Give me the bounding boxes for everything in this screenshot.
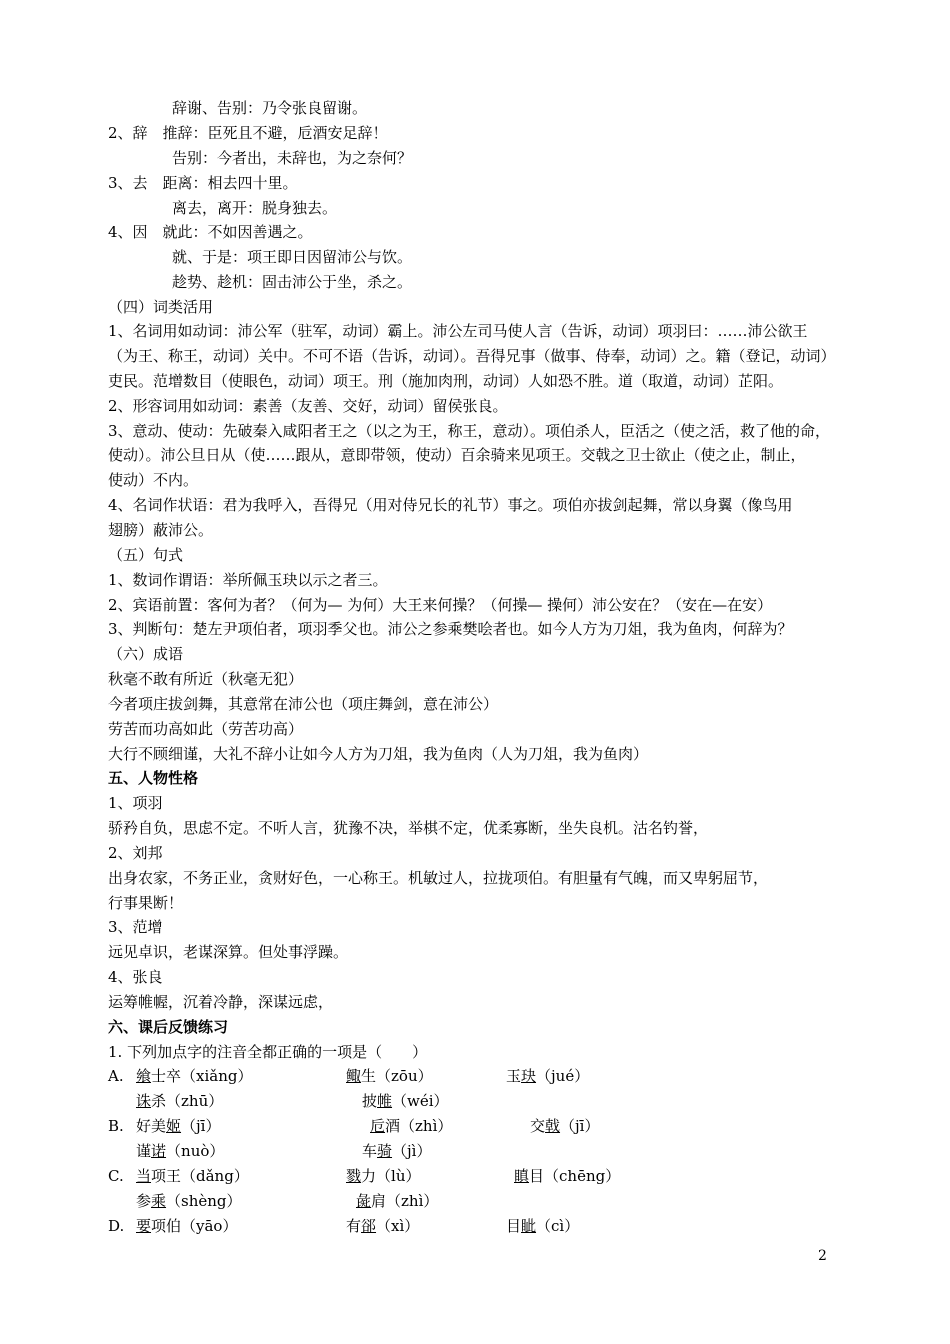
dotted-char: 瞋 — [514, 1167, 530, 1185]
option-item — [370, 1116, 452, 1136]
text-line: 告别：今者出，未辞也，为之奈何？ — [172, 149, 413, 167]
option-text: 肩（zhì） — [371, 1192, 439, 1210]
option-text: （jì） — [392, 1142, 432, 1160]
option-text: 项王（dǎng） — [151, 1167, 249, 1185]
text-line: 就、于是：项王即日因留沛公与饮。 — [172, 248, 413, 266]
dotted-char: 诛 — [136, 1092, 152, 1110]
option-item — [506, 1216, 579, 1236]
dotted-char: 戮 — [346, 1167, 362, 1185]
option-text: （nuò） — [166, 1142, 225, 1160]
text-line: 劳苦而功高如此（劳苦功高） — [108, 720, 304, 738]
option-item — [346, 1216, 419, 1236]
dotted-char: 姬 — [166, 1117, 182, 1135]
section-subheading: （五）句式 — [108, 546, 184, 564]
option-text: （jué） — [536, 1067, 590, 1085]
option-item — [362, 1141, 431, 1161]
option-item — [136, 1141, 224, 1161]
dotted-char: 鲰 — [346, 1067, 362, 1085]
option-text: 有 — [346, 1217, 362, 1235]
text-line: （为王、称王，动词）关中。不可不语（告诉，动词）。吾得兄事（做事、侍奉，动词）之。籍（登记，动词） — [108, 347, 836, 365]
dotted-char: 骑 — [377, 1142, 393, 1160]
text-line: 3、范增 — [108, 918, 163, 936]
option-text: 酒（zhì） — [385, 1117, 453, 1135]
option-text: （xì） — [376, 1217, 420, 1235]
dotted-char: 眦 — [521, 1217, 537, 1235]
text-line: 辞谢、告别：乃令张良留谢。 — [172, 99, 368, 117]
option-text: 目 — [506, 1217, 522, 1235]
dotted-char: 帷 — [377, 1092, 393, 1110]
option-text: （wéi） — [392, 1092, 449, 1110]
option-item — [346, 1166, 420, 1186]
option-item — [136, 1066, 252, 1086]
option-text: （cì） — [536, 1217, 580, 1235]
text-line: 2、形容词用如动词：素善（友善、交好，动词）留侯张良。 — [108, 397, 508, 415]
option-item — [356, 1191, 438, 1211]
text-line: 离去，离开：脱身独去。 — [172, 199, 338, 217]
option-text: （jī） — [560, 1117, 600, 1135]
dotted-char: 乘 — [151, 1192, 167, 1210]
text-line: 4、因 就此：不如因善遇之。 — [108, 223, 313, 241]
option-item — [136, 1091, 223, 1111]
dotted-char: 要 — [136, 1217, 152, 1235]
text-line: 4、张良 — [108, 968, 163, 986]
option-text: 披 — [362, 1092, 378, 1110]
text-line: 骄矜自负，思虑不定。不听人言，犹豫不决，举棋不定，优柔寡断，坐失良机。沽名钓誉， — [108, 819, 709, 837]
text-line: 使动）不内。 — [108, 471, 199, 489]
text-line: 秋毫不敢有所近（秋毫无犯） — [108, 670, 304, 688]
option-text: 生（zōu） — [361, 1067, 433, 1085]
option-text: （shèng） — [166, 1192, 242, 1210]
option-label: D. — [108, 1217, 125, 1235]
dotted-char: 诺 — [151, 1142, 167, 1160]
text-line: 吏民。范增数目（使眼色，动词）项王。刑（施加肉刑，动词）人如恐不胜。道（取道，动词）芷阳。 — [108, 372, 784, 390]
option-text: 谨 — [136, 1142, 152, 1160]
option-text: 项伯（yāo） — [151, 1217, 238, 1235]
option-item — [136, 1166, 249, 1186]
text-line: 使动）。沛公旦日从（使……跟从，意即带领，使动）百余骑来见项王。交戟之卫士欲止（使之止，制止， — [108, 446, 806, 464]
text-line: 1、项羽 — [108, 794, 163, 812]
text-line: 大行不顾细谨，大礼不辞小让如今人方为刀俎，我为鱼肉（人为刀俎，我为鱼肉） — [108, 745, 649, 763]
option-text: 杀（zhū） — [151, 1092, 224, 1110]
dotted-char: 飨 — [136, 1067, 152, 1085]
section-heading: 六、课后反馈练习 — [108, 1018, 229, 1036]
text-line: 2、宾语前置：客何为者？（何为— 为何）大王来何操？（何操— 操何）沛公安在？（安在—在安） — [108, 596, 773, 614]
option-item — [136, 1191, 242, 1211]
option-item — [362, 1091, 449, 1111]
option-text: 力（lù） — [361, 1167, 421, 1185]
dotted-char: 卮 — [370, 1117, 386, 1135]
option-item — [514, 1166, 620, 1186]
dotted-char: 戟 — [545, 1117, 561, 1135]
text-line: 翅膀）蔽沛公。 — [108, 521, 214, 539]
dotted-char: 郤 — [361, 1217, 377, 1235]
text-line: 4、名词作状语：君为我呼入，吾得兄（用对侍兄长的礼节）事之。项伯亦拔剑起舞，常以身翼（像鸟用 — [108, 496, 793, 514]
text-line: 2、辞 推辞：臣死且不避，卮酒安足辞！ — [108, 124, 388, 142]
option-text: 士卒（xiǎng） — [151, 1067, 253, 1085]
section-heading: 五、人物性格 — [108, 769, 199, 787]
option-text: 目（chēng） — [529, 1167, 621, 1185]
text-line: 3、去 距离：相去四十里。 — [108, 174, 298, 192]
option-item — [136, 1216, 237, 1236]
section-subheading: （六）成语 — [108, 645, 184, 663]
question-stem: 1. 下列加点字的注音全都正确的一项是（ ） — [108, 1043, 428, 1061]
option-label: B. — [108, 1117, 124, 1135]
option-label: A. — [108, 1067, 124, 1085]
dotted-char: 彘 — [356, 1192, 372, 1210]
option-text: 玉 — [506, 1067, 522, 1085]
dotted-char: 玦 — [521, 1067, 537, 1085]
option-item — [136, 1116, 220, 1136]
text-line: 出身农家，不务正业，贪财好色，一心称王。机敏过人，拉拢项伯。有胆量有气魄，而又卑躬屈节， — [108, 869, 769, 887]
section-subheading: （四）词类活用 — [108, 298, 214, 316]
text-line: 3、意动、使动：先破秦入咸阳者王之（以之为王，称王，意动）。项伯杀人，臣活之（使之活，救了他的命， — [108, 422, 831, 440]
option-text: 车 — [362, 1142, 378, 1160]
option-text: 参 — [136, 1192, 152, 1210]
text-line: 今者项庄拔剑舞，其意常在沛公也（项庄舞剑，意在沛公） — [108, 695, 499, 713]
option-text: （jī） — [181, 1117, 221, 1135]
text-line: 远见卓识，老谋深算。但处事浮躁。 — [108, 943, 349, 961]
text-line: 行事果断！ — [108, 894, 184, 912]
option-item — [346, 1066, 433, 1086]
text-line: 1、数词作谓语：举所佩玉玦以示之者三。 — [108, 571, 388, 589]
text-line: 1、名词用如动词：沛公军（驻军，动词）霸上。沛公左司马使人言（告诉，动词）项羽曰：……沛公欲王 — [108, 322, 808, 340]
option-item — [530, 1116, 599, 1136]
option-item — [506, 1066, 589, 1086]
text-line: 2、刘邦 — [108, 844, 163, 862]
page-number: 2 — [818, 1248, 827, 1264]
dotted-char: 当 — [136, 1167, 152, 1185]
text-line: 运筹帷幄，沉着冷静，深谋远虑， — [108, 993, 334, 1011]
option-text: 好美 — [136, 1117, 167, 1135]
text-line: 趁势、趁机：固击沛公于坐，杀之。 — [172, 273, 413, 291]
option-text: 交 — [530, 1117, 546, 1135]
text-line: 3、判断句：楚左尹项伯者，项羽季父也。沛公之参乘樊哙者也。如今人方为刀俎，我为鱼肉，何辞为？ — [108, 620, 793, 638]
option-label: C. — [108, 1167, 124, 1185]
